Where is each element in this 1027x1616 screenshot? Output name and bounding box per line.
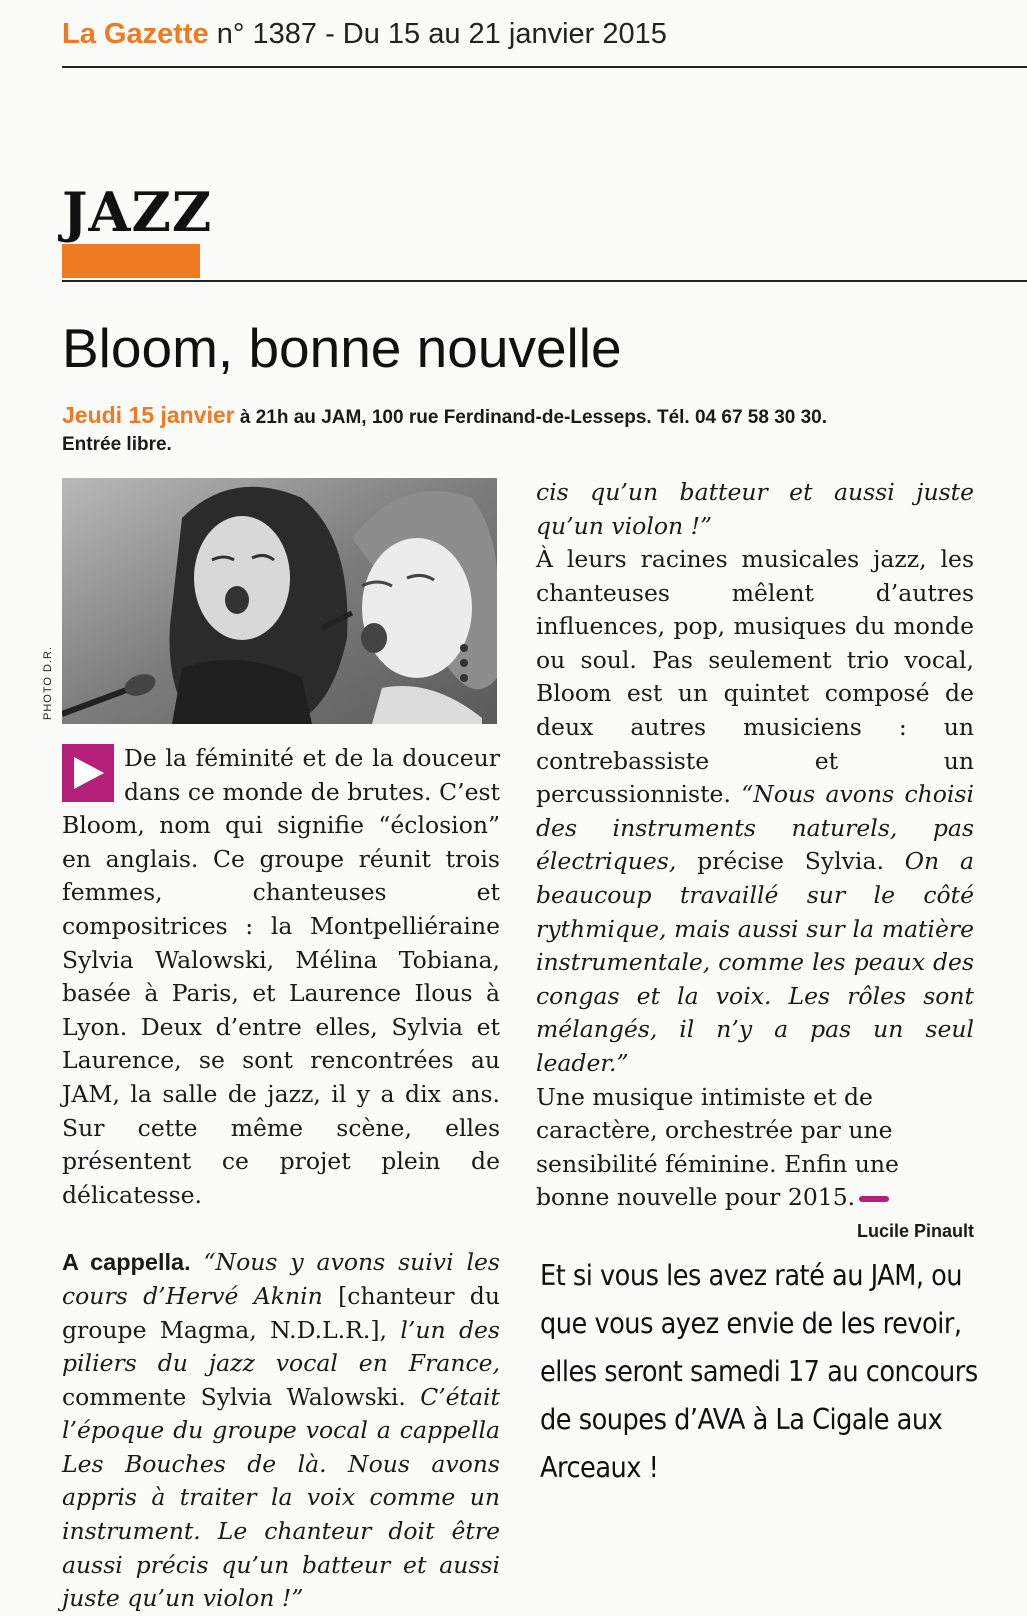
article-headline: Bloom, bonne nouvelle — [62, 317, 622, 379]
editor-aside: [chanteur du groupe Magma, N.D.L.R.], — [62, 1281, 500, 1344]
article-paragraph-3 — [536, 543, 974, 1081]
issue-line: n° 1387 - Du 15 au 21 janvier 2015 — [216, 18, 667, 50]
quote-part-2: l’un des piliers du jazz vocal en France, — [62, 1315, 500, 1378]
attribution-1: commente Sylvia Walowski. — [62, 1382, 406, 1411]
event-details: à 21h au JAM, 100 rue Ferdinand-de-Lesseps. Tél. 04 67 58 30 30. — [239, 407, 828, 428]
photo-illustration — [62, 478, 497, 724]
quote-part-4: “Nous avons choisi des instruments naturels, pas électriques, — [536, 780, 974, 876]
masthead — [62, 18, 667, 51]
article-paragraph-1 — [62, 742, 500, 1212]
article-paragraph-2 — [62, 1246, 500, 1616]
rubric-bar — [62, 244, 200, 278]
event-date: Jeudi 15 janvier — [62, 402, 235, 428]
section-rule — [62, 280, 1027, 282]
event-entry: Entrée libre. — [62, 434, 172, 455]
newspaper-brand: La Gazette — [62, 18, 209, 50]
quote-part-1: “Nous y avons suivi les cours d’Hervé Aknin — [62, 1248, 500, 1310]
author-signature: Lucile Pinault — [856, 1220, 974, 1241]
attribution-2: précise Sylvia. — [697, 847, 884, 876]
paragraph-4-text: Une musique intimiste et de caractère, orchestrée par une sensibilité féminine. Enfin une bonne nouvelle pour 2015. — [536, 1082, 899, 1212]
singers-photo — [62, 478, 497, 724]
end-of-article-mark — [859, 1196, 889, 1202]
quote-part-3: C’était l’époque du groupe vocal a cappella Les Bouches de là. Nous avons appris à traiter la voix comme un instrument. Le chanteur doit être aussi précis qu’un batteur et aussi juste qu’un violon !” — [62, 1382, 500, 1613]
quote-continuation-text: cis qu’un batteur et aussi juste qu’un violon !” — [536, 478, 974, 540]
paragraph-3-text: À leurs racines musicales jazz, les chanteuses mêlent d’autres influences, pop, musiques du monde ou soul. Pas seulement trio vocal, Bloom est un quintet composé de deux autres musiciens : un contrebassiste et un percussionniste. — [536, 545, 974, 809]
event-info — [62, 402, 827, 458]
masthead-rule — [62, 66, 1027, 68]
added-note: Et si vous les avez raté au JAM, ou que vous ayez envie de les revoir, elles seront samedi 17 au concours de soupes d’AVA à La Cigale aux Arceaux ! — [540, 1259, 978, 1484]
section-rubric: JAZZ — [62, 180, 213, 244]
paragraph-1-text: De la féminité et de la douceur dans ce monde de brutes. C’est Bloom, nom qui signifie “éclosion” en anglais. Ce groupe réunit trois femmes, chanteuses et compositrices : la Montpelliéraine Sylvia Walowski, Mélina Tobiana, basée à Paris, et Laurence Ilous à Lyon. Deux d’entre elles, Sylvia et Laurence, se sont rencontrées au JAM, la salle de jazz, il y a dix ans. Sur cette même scène, elles présentent ce projet plein de délicatesse. — [62, 744, 500, 1209]
play-triangle-icon — [62, 744, 114, 802]
article-column-1 — [62, 742, 500, 1616]
article-paragraph-4 — [536, 1081, 974, 1241]
quote-part-5: On a beaucoup travaillé sur le côté rythmique, mais aussi sur la matière instrumentale, comme les peaux des congas et la voix. Les rôles sont mélangés, il n’y a pas un seul leader.” — [536, 847, 974, 1077]
photo-credit: PHOTO D.R. — [42, 646, 54, 720]
paragraph-2-lead: A cappella. — [62, 1249, 191, 1276]
quote-continuation — [536, 476, 974, 543]
article-column-2 — [536, 476, 974, 1248]
